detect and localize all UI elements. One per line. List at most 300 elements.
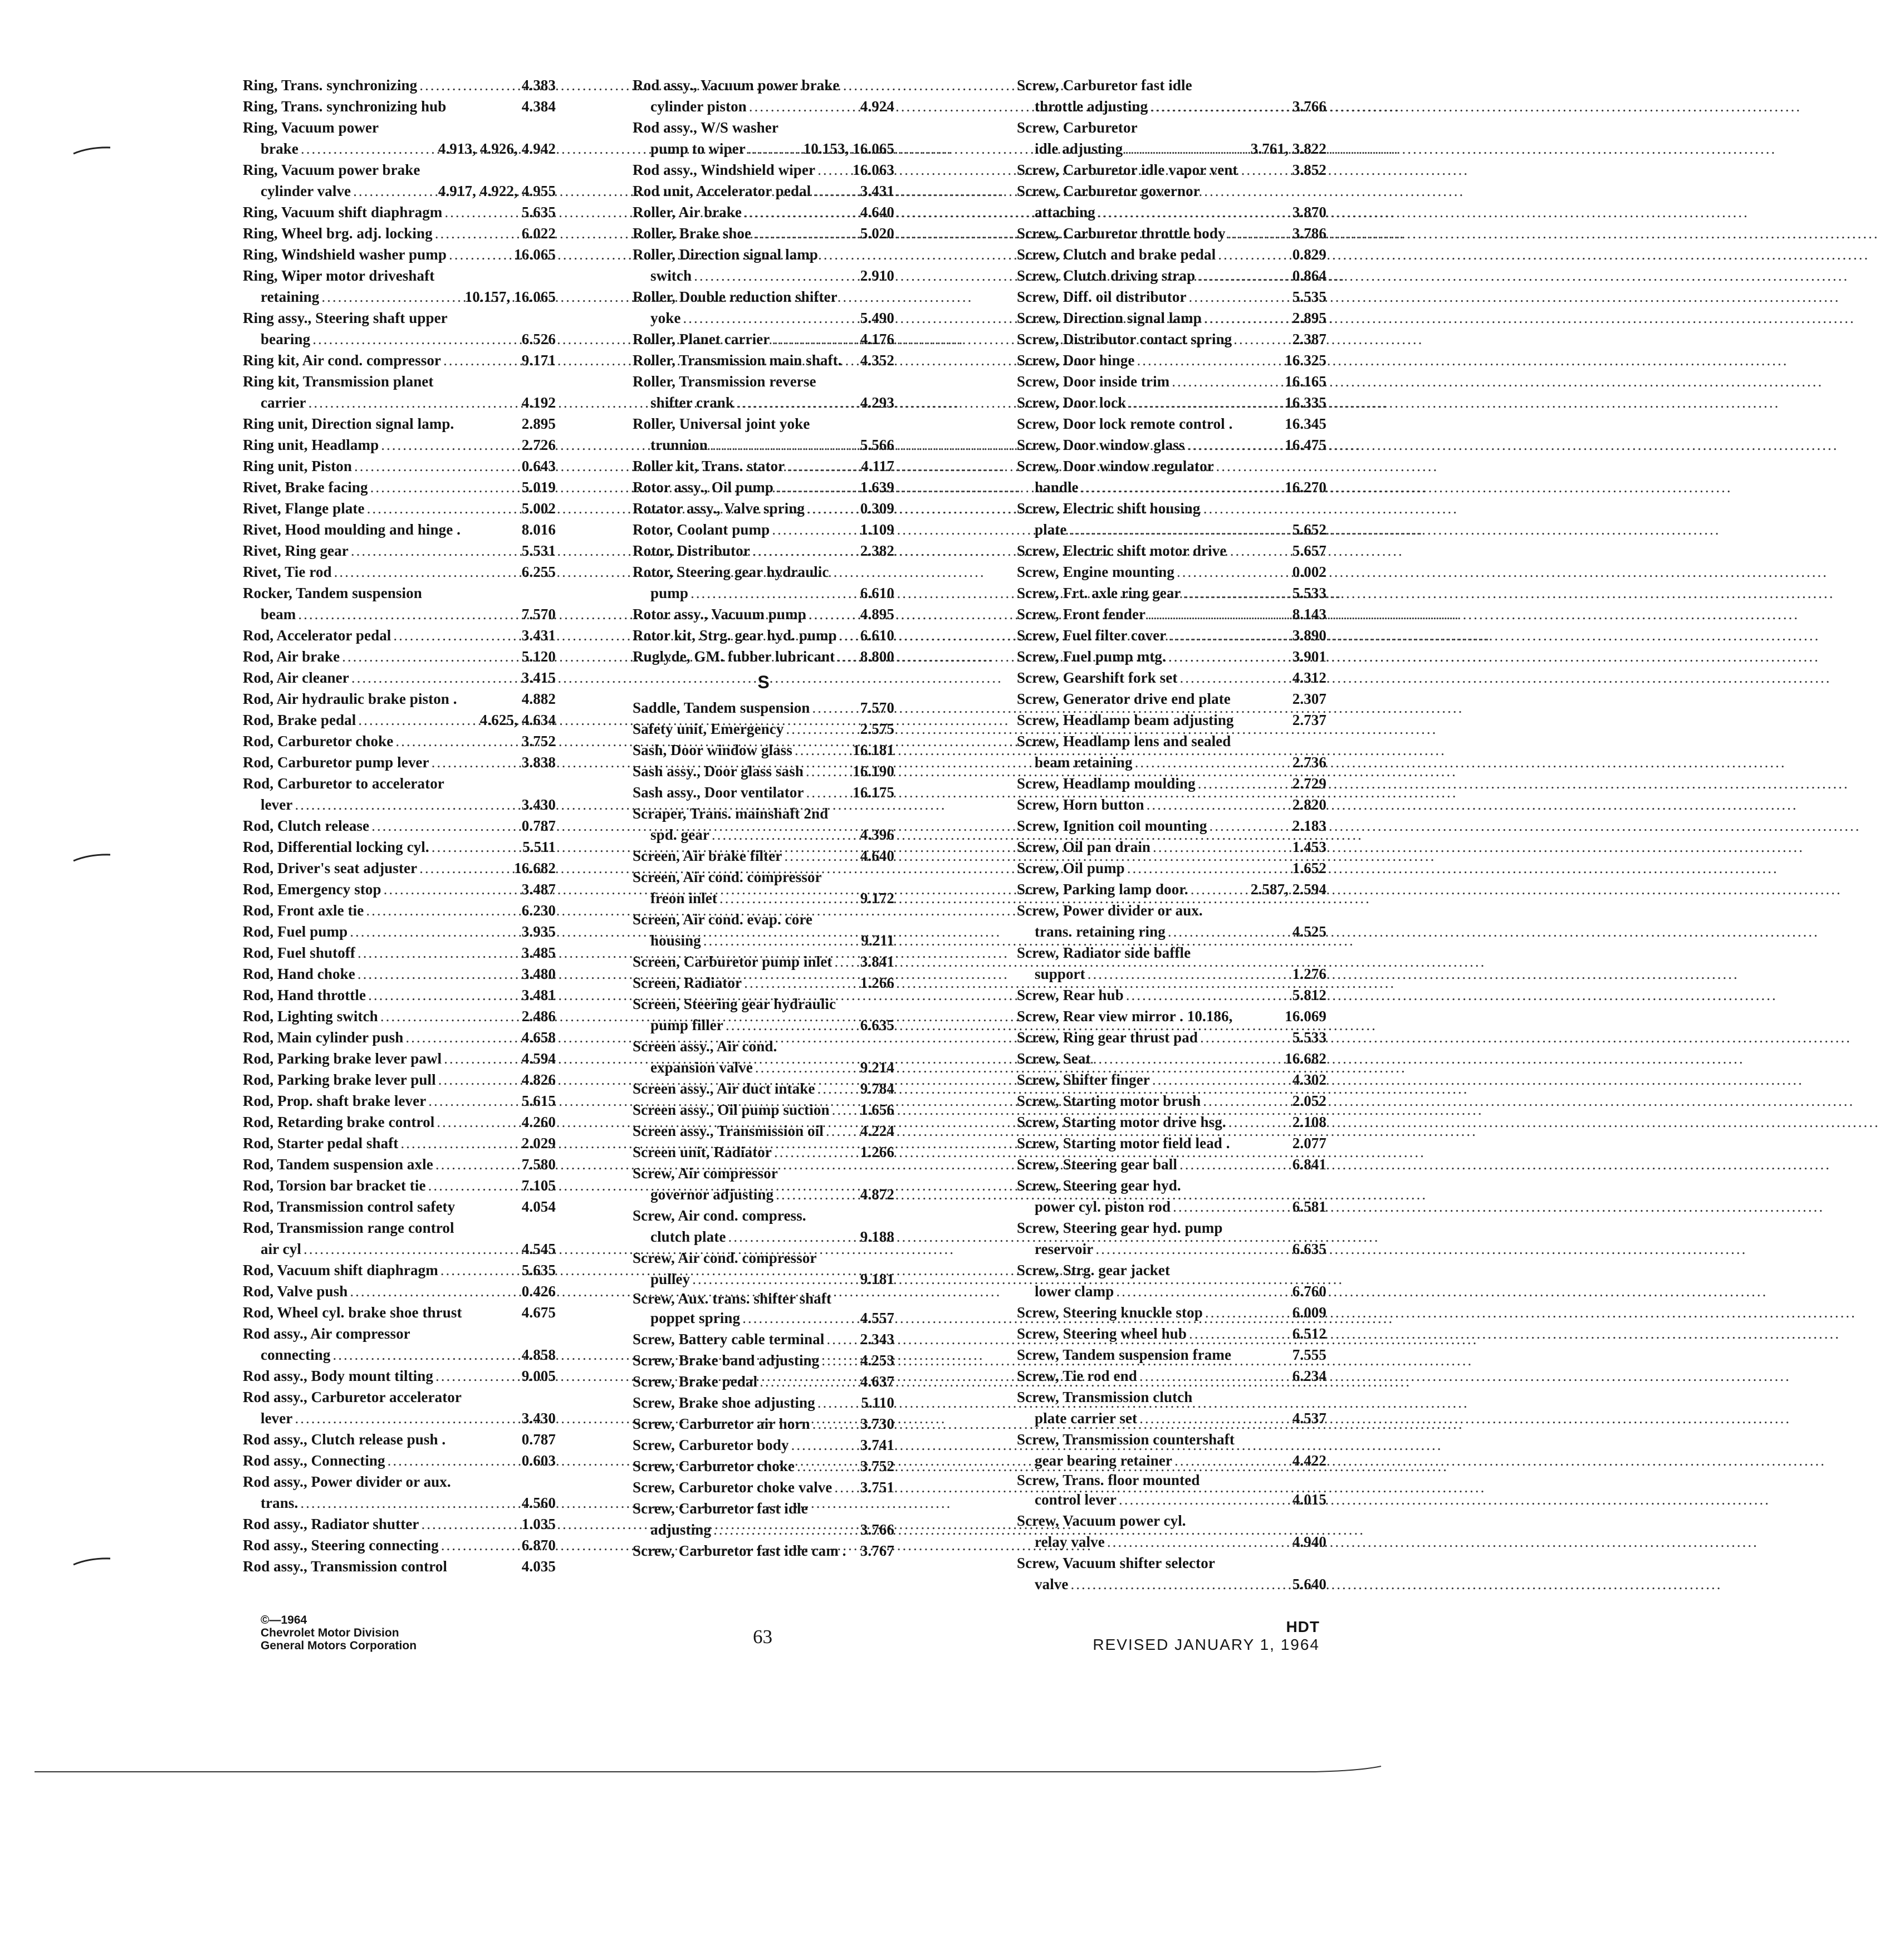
dot-leader (356, 709, 479, 731)
entry-reference: 2.820 (1292, 796, 1326, 813)
entry-term: Rod, Driver's seat adjuster (243, 860, 418, 876)
dot-leader (811, 180, 860, 202)
entry-reference: 2.729 (1292, 775, 1326, 792)
entry-term: beam (261, 606, 296, 623)
index-entry (1017, 1323, 1326, 1344)
entry-reference: 5.002 (521, 500, 556, 517)
index-entry (243, 921, 556, 942)
dot-leader (773, 1184, 860, 1205)
entry-reference: 16.065 (514, 246, 556, 263)
entry-term: Screw, Carburetor (1017, 119, 1138, 136)
entry-term: Screw, Air cond. compressor (633, 1250, 817, 1266)
entry-reference: 2.343 (860, 1331, 894, 1347)
entry-term: lever (261, 796, 293, 813)
index-entry-continuation (633, 96, 894, 117)
entry-reference: 4.396 (860, 826, 894, 843)
index-entry (633, 1329, 894, 1350)
dot-leader (298, 1492, 521, 1513)
entry-reference: 3.752 (860, 1458, 894, 1474)
dot-leader (1198, 1027, 1292, 1048)
index-entry (243, 477, 556, 498)
entry-reference: 3.838 (521, 754, 556, 771)
entry-term: lever (261, 1410, 293, 1427)
entry-reference: 4.383 (521, 77, 556, 94)
index-entry-continuation (1017, 1489, 1326, 1510)
dot-leader (785, 455, 861, 477)
entry-reference: 2.895 (521, 415, 556, 432)
index-entry (243, 942, 556, 963)
index-entry-continuation (633, 1519, 894, 1540)
entry-reference: 4.895 (860, 606, 894, 623)
index-entry-continuation (1017, 963, 1326, 984)
entry-term: Screw, Generator drive end plate (1017, 690, 1231, 707)
entry-reference: 5.535 (1292, 288, 1326, 305)
entry-reference: 4.637 (860, 1373, 894, 1390)
entry-term: Screw, Carburetor fast idle cam . (633, 1542, 846, 1559)
entry-term: Screw, Tie rod end (1017, 1368, 1137, 1384)
index-entry (243, 1281, 556, 1302)
dot-leader (1117, 1489, 1292, 1510)
entry-term: Screw, Carburetor fast idle (1017, 77, 1192, 94)
index-entry-continuation (243, 1408, 556, 1429)
entry-reference: 16.270 (1285, 479, 1326, 496)
entry-reference: 3.480 (521, 966, 556, 982)
entry-term: Rod, Accelerator pedal (243, 627, 391, 644)
dot-leader (1105, 1531, 1292, 1552)
index-entry (1017, 879, 1326, 900)
dot-leader (1150, 1069, 1292, 1090)
dot-leader (680, 307, 860, 329)
index-entry (243, 371, 556, 392)
entry-term: poppet spring (650, 1310, 741, 1326)
index-entry (633, 244, 894, 265)
index-entry (1017, 180, 1326, 202)
entry-term: Rod, Parking brake lever pawl (243, 1050, 442, 1067)
entry-reference: 1.652 (1292, 860, 1326, 876)
index-entry (243, 625, 556, 646)
index-entry (633, 1078, 894, 1099)
index-entry (1017, 1510, 1326, 1531)
dot-leader (1181, 582, 1292, 604)
index-entry (1017, 1429, 1326, 1450)
index-entry (633, 519, 894, 540)
entry-reference: 0.787 (521, 817, 556, 834)
entry-term: plate carrier set (1035, 1410, 1138, 1427)
dot-leader (441, 350, 522, 371)
punch-hole-mark-middle (72, 853, 111, 862)
index-entry (243, 1175, 556, 1196)
index-entry (243, 1111, 556, 1133)
entry-reference: 4.658 (521, 1029, 556, 1046)
entry-reference: 6.870 (521, 1537, 556, 1554)
index-entry-continuation (1017, 1408, 1326, 1429)
dot-leader (824, 1329, 860, 1350)
entry-term: Rotor, Coolant pump (633, 521, 770, 538)
copyright-line: ©—1964 (261, 1614, 307, 1626)
dot-leader (773, 477, 860, 498)
index-entry (243, 1260, 556, 1281)
entry-term: pump filler (650, 1017, 723, 1033)
manual-code: HDT (1286, 1618, 1320, 1635)
index-entry-continuation (633, 1057, 894, 1078)
entry-reference: 5.635 (521, 1262, 556, 1278)
index-entry-continuation (1017, 138, 1326, 159)
entry-term: attaching (1035, 204, 1095, 220)
dot-leader (1226, 1111, 1292, 1133)
entry-reference: 9.214 (860, 1059, 894, 1076)
index-entry (633, 1350, 894, 1371)
entry-term: gear bearing retainer (1035, 1452, 1173, 1469)
index-entry-continuation (243, 392, 556, 413)
entry-term: Screw, Oil pan drain (1017, 839, 1151, 855)
entry-term: Roller, Direction signal lamp (633, 246, 818, 263)
dot-leader (1187, 286, 1292, 307)
entry-term: Rod, Front axle tie (243, 902, 364, 919)
entry-reference: 4.260 (521, 1114, 556, 1130)
index-entry (633, 697, 894, 718)
index-entry (633, 1434, 894, 1456)
entry-term: Screw, Oil pump (1017, 860, 1125, 876)
entry-term: Screen, Air cond. compressor (633, 869, 822, 885)
entry-reference: 4.882 (521, 690, 556, 707)
entry-reference: 3.890 (1292, 627, 1326, 644)
entry-reference: 3.767 (860, 1542, 894, 1559)
entry-reference: 7.570 (860, 699, 894, 716)
entry-term: throttle adjusting (1035, 98, 1148, 115)
dot-leader (751, 223, 860, 244)
entry-reference: 2.077 (1292, 1135, 1326, 1152)
index-entry (633, 909, 894, 930)
entry-reference: 2.382 (860, 542, 894, 559)
entry-term: Screw, Headlamp moulding (1017, 775, 1196, 792)
index-entry-continuation (1017, 1531, 1326, 1552)
corporation-line: General Motors Corporation (261, 1639, 417, 1652)
dot-leader (726, 1226, 860, 1247)
entry-term: Ring, Vacuum power (243, 119, 379, 136)
entry-term: Screen, Radiator (633, 974, 742, 991)
entry-term: Safety unit, Emergency (633, 721, 784, 737)
dot-leader (417, 857, 514, 879)
entry-reference: 0.787 (521, 1431, 556, 1448)
entry-reference: 1.453 (1292, 839, 1326, 855)
entry-term: Rod, Valve push (243, 1283, 348, 1300)
index-entry (1017, 1111, 1326, 1133)
entry-term: Screen unit, Radiator (633, 1144, 772, 1160)
entry-term: Screen assy., Air cond. (633, 1038, 777, 1055)
entry-reference: 2.486 (521, 1008, 556, 1025)
entry-reference: 1.109 (860, 521, 894, 538)
entry-reference: 6.635 (860, 1017, 894, 1033)
dot-leader (1137, 1408, 1292, 1429)
entry-term: Screw, Steering wheel hub (1017, 1325, 1187, 1342)
index-entry (1017, 244, 1326, 265)
entry-reference: 16.325 (1285, 352, 1326, 369)
index-entry (243, 117, 556, 138)
entry-term: Rod, Fuel shutoff (243, 944, 355, 961)
entry-term: Screw, Vacuum shifter selector (1017, 1555, 1215, 1571)
entry-term: Screw, Seat (1017, 1050, 1091, 1067)
entry-reference: 2.029 (521, 1135, 556, 1152)
dot-leader (340, 646, 522, 667)
index-entry (243, 1133, 556, 1154)
entry-term: Screw, Front fender (1017, 606, 1146, 623)
entry-reference: 6.526 (521, 331, 556, 347)
entry-reference: 5.657 (1292, 542, 1326, 559)
dot-leader (804, 761, 853, 782)
entry-term: Rod assy., Steering connecting (243, 1537, 439, 1554)
entry-reference: 4.422 (1292, 1452, 1326, 1469)
index-entry-continuation (243, 1492, 556, 1513)
entry-term: Screw, Clutch driving strap (1017, 267, 1196, 284)
entry-term: carrier (261, 394, 306, 411)
index-entry (1017, 667, 1326, 688)
entry-reference: 4.675 (521, 1304, 556, 1321)
dot-leader (711, 1519, 860, 1540)
division-line: Chevrolet Motor Division (261, 1626, 399, 1639)
entry-term: Screw, Steering knuckle stop (1017, 1304, 1203, 1321)
entry-term: valve (1035, 1576, 1069, 1592)
index-entry (633, 1392, 894, 1413)
entry-term: Screw, Distributor contact spring (1017, 331, 1232, 347)
entry-term: Ring, Trans. synchronizing hub (243, 98, 447, 115)
entry-term: Rod, Main cylinder push (243, 1029, 404, 1046)
entry-term: trans. (261, 1494, 298, 1511)
index-entry (633, 604, 894, 625)
dot-leader (439, 1535, 522, 1556)
entry-term: Ruglyde, GM. fubber lubricant (633, 648, 835, 665)
dot-leader (1177, 1154, 1292, 1175)
entry-reference: 4.312 (1292, 669, 1326, 686)
entry-reference: 3.852 (1292, 161, 1326, 178)
entry-reference: 3.766 (860, 1521, 894, 1538)
entry-term: Rod, Hand throttle (243, 987, 366, 1003)
index-entry (1017, 1175, 1326, 1196)
entry-reference: 16.682 (1285, 1050, 1326, 1067)
entry-reference: 2.183 (1292, 817, 1326, 834)
dot-leader (331, 1344, 522, 1365)
index-entry (633, 718, 894, 739)
entry-reference: 2.052 (1292, 1092, 1326, 1109)
entry-term: Rod assy., Connecting (243, 1452, 385, 1469)
index-entry-continuation (633, 582, 894, 604)
dot-leader (306, 392, 522, 413)
entry-term: cylinder piston (650, 98, 747, 115)
index-entry (633, 1141, 894, 1163)
index-entry-continuation (633, 1268, 894, 1290)
index-entry (243, 159, 556, 180)
dot-leader (1114, 1281, 1292, 1302)
index-entry (1017, 1048, 1326, 1069)
dot-leader (347, 921, 522, 942)
dot-leader (1166, 646, 1292, 667)
index-entry-continuation (1017, 752, 1326, 773)
entry-term: Rivet, Ring gear (243, 542, 349, 559)
entry-reference: 6.234 (1292, 1368, 1326, 1384)
entry-reference: 3.751 (860, 1479, 894, 1496)
index-entry (1017, 984, 1326, 1006)
entry-reference: 16.063 (853, 161, 894, 178)
entry-term: freon inlet (650, 890, 717, 906)
index-entry (1017, 942, 1326, 963)
index-entry (243, 1450, 556, 1471)
index-entry (243, 498, 556, 519)
dot-leader (292, 1408, 521, 1429)
dot-leader (393, 731, 521, 752)
index-entry (1017, 413, 1326, 434)
dot-leader (419, 1513, 521, 1535)
index-entry-continuation (1017, 1281, 1326, 1302)
entry-term: Screw, Door window glass (1017, 437, 1185, 453)
dot-leader (366, 984, 522, 1006)
index-entry (633, 845, 894, 866)
entry-term: Rod, Clutch release (243, 817, 370, 834)
entry-term: Rivet, Flange plate (243, 500, 365, 517)
entry-term: Screw, Aux. trans. shifter shaft (633, 1290, 831, 1307)
entry-term: Screw, Brake shoe adjusting (633, 1394, 815, 1411)
entry-reference: 3.841 (860, 953, 894, 970)
entry-reference: 3.431 (521, 627, 556, 644)
dot-leader (692, 265, 860, 286)
entry-term: Screen assy., Oil pump suction (633, 1101, 830, 1118)
entry-term: Ring, Wiper motor driveshaft (243, 267, 435, 284)
index-entry (1017, 900, 1326, 921)
section-letter: S (757, 672, 770, 692)
entry-term: Screw, Fuel filter cover (1017, 627, 1167, 644)
dot-leader (1148, 96, 1292, 117)
dot-leader (301, 1238, 522, 1260)
entry-term: pump (650, 585, 688, 601)
entry-term: Ring, Wheel brg. adj. locking (243, 225, 433, 242)
index-entry (1017, 561, 1326, 582)
entry-reference: 6.022 (521, 225, 556, 242)
entry-reference: 0.864 (1292, 267, 1326, 284)
entry-reference: 5.640 (1292, 1576, 1326, 1592)
dot-leader (429, 752, 522, 773)
index-entry (633, 477, 894, 498)
entry-term: pulley (650, 1271, 691, 1287)
entry-term: Ring assy., Steering shaft upper (243, 310, 448, 326)
entry-term: Screw, Diff. oil distributor (1017, 288, 1187, 305)
dot-leader (442, 1048, 522, 1069)
dot-leader (429, 836, 523, 857)
entry-term: connecting (261, 1346, 331, 1363)
entry-term: air cyl (261, 1241, 301, 1257)
entry-term: Screw, Carburetor choke (633, 1458, 795, 1474)
entry-term: Ring kit, Air cond. compressor (243, 352, 442, 369)
entry-reference: 4.192 (521, 394, 556, 411)
entry-reference: 2.387 (1292, 331, 1326, 347)
dot-leader (806, 604, 860, 625)
index-entry (243, 244, 556, 265)
index-entry (243, 1535, 556, 1556)
entry-term: Screw, Transmission countershaft (1017, 1431, 1235, 1448)
index-entry (1017, 709, 1326, 731)
entry-term: Rod unit, Accelerator pedal (633, 183, 811, 199)
entry-term: switch (650, 267, 692, 284)
entry-reference: 2.575 (860, 721, 894, 737)
entry-term: Screw, Brake band adjusting (633, 1352, 820, 1369)
entry-reference: 0.643 (521, 458, 556, 474)
entry-term: Rod assy., Carburetor accelerator (243, 1389, 462, 1405)
index-entry (633, 993, 894, 1015)
entry-reference: 2.736 (1292, 754, 1326, 771)
index-entry (633, 371, 894, 392)
index-entry (633, 646, 894, 667)
entry-reference: 16.069 (1285, 1008, 1326, 1025)
entry-term: Rod, Brake pedal (243, 712, 356, 728)
dot-leader (347, 1281, 521, 1302)
dot-leader (753, 1057, 860, 1078)
dot-leader (332, 561, 522, 582)
index-entry (633, 498, 894, 519)
dot-leader (433, 223, 522, 244)
dot-leader (1085, 963, 1292, 984)
dot-leader (1216, 244, 1292, 265)
entry-reference: 4.176 (860, 331, 894, 347)
entry-reference: 9.171 (521, 352, 556, 369)
dot-leader (417, 75, 522, 96)
entry-reference: 5.020 (860, 225, 894, 242)
entry-term: Screw, Rear hub (1017, 987, 1124, 1003)
index-entry (633, 1247, 894, 1268)
index-entry-continuation (1017, 1574, 1326, 1595)
dot-leader (351, 180, 438, 202)
index-column-2 (633, 75, 894, 1561)
entry-reference: 1.276 (1292, 966, 1326, 982)
dot-leader (837, 625, 860, 646)
entry-reference: 4.640 (860, 847, 894, 864)
index-entry (243, 857, 556, 879)
entry-reference: 16.181 (853, 742, 894, 758)
entry-reference: 5.533 (1292, 585, 1326, 601)
index-entry (633, 1498, 894, 1519)
index-entry (633, 1540, 894, 1561)
index-entry (1017, 1365, 1326, 1386)
index-entry (633, 951, 894, 972)
entry-term: Screw, Carburetor body (633, 1437, 789, 1453)
entry-term: trans. retaining ring (1035, 923, 1166, 940)
dot-leader (1067, 519, 1292, 540)
entry-reference: 2.726 (521, 437, 556, 453)
entry-term: Rod assy., Body mount tilting (243, 1368, 433, 1384)
entry-reference: 10.157, 16.065 (464, 288, 556, 305)
entry-reference: 4.117 (861, 458, 894, 474)
entry-reference: 3.870 (1292, 204, 1326, 220)
index-entry (243, 265, 556, 286)
index-entry (633, 1036, 894, 1057)
index-entry-continuation (633, 888, 894, 909)
index-entry (1017, 773, 1326, 794)
punch-hole-mark-bottom (72, 1557, 111, 1566)
index-entry-continuation (633, 1015, 894, 1036)
entry-term: handle (1035, 479, 1079, 496)
entry-term: Rod, Carburetor to accelerator (243, 775, 444, 792)
entry-term: Ring, Trans. synchronizing (243, 77, 418, 94)
dot-leader (433, 1154, 522, 1175)
dot-leader (385, 1450, 522, 1471)
entry-term: Screw, Shifter finger (1017, 1071, 1150, 1088)
dot-leader (1195, 265, 1292, 286)
entry-reference: 6.230 (521, 902, 556, 919)
index-entry (633, 1290, 894, 1307)
index-entry-continuation (1017, 1450, 1326, 1471)
entry-reference: 3.901 (1292, 648, 1326, 665)
entry-term: Screw, Battery cable terminal (633, 1331, 825, 1347)
entry-term: Rivet, Brake facing (243, 479, 368, 496)
dot-leader (747, 96, 860, 117)
index-entry (633, 180, 894, 202)
dot-leader (832, 1477, 860, 1498)
